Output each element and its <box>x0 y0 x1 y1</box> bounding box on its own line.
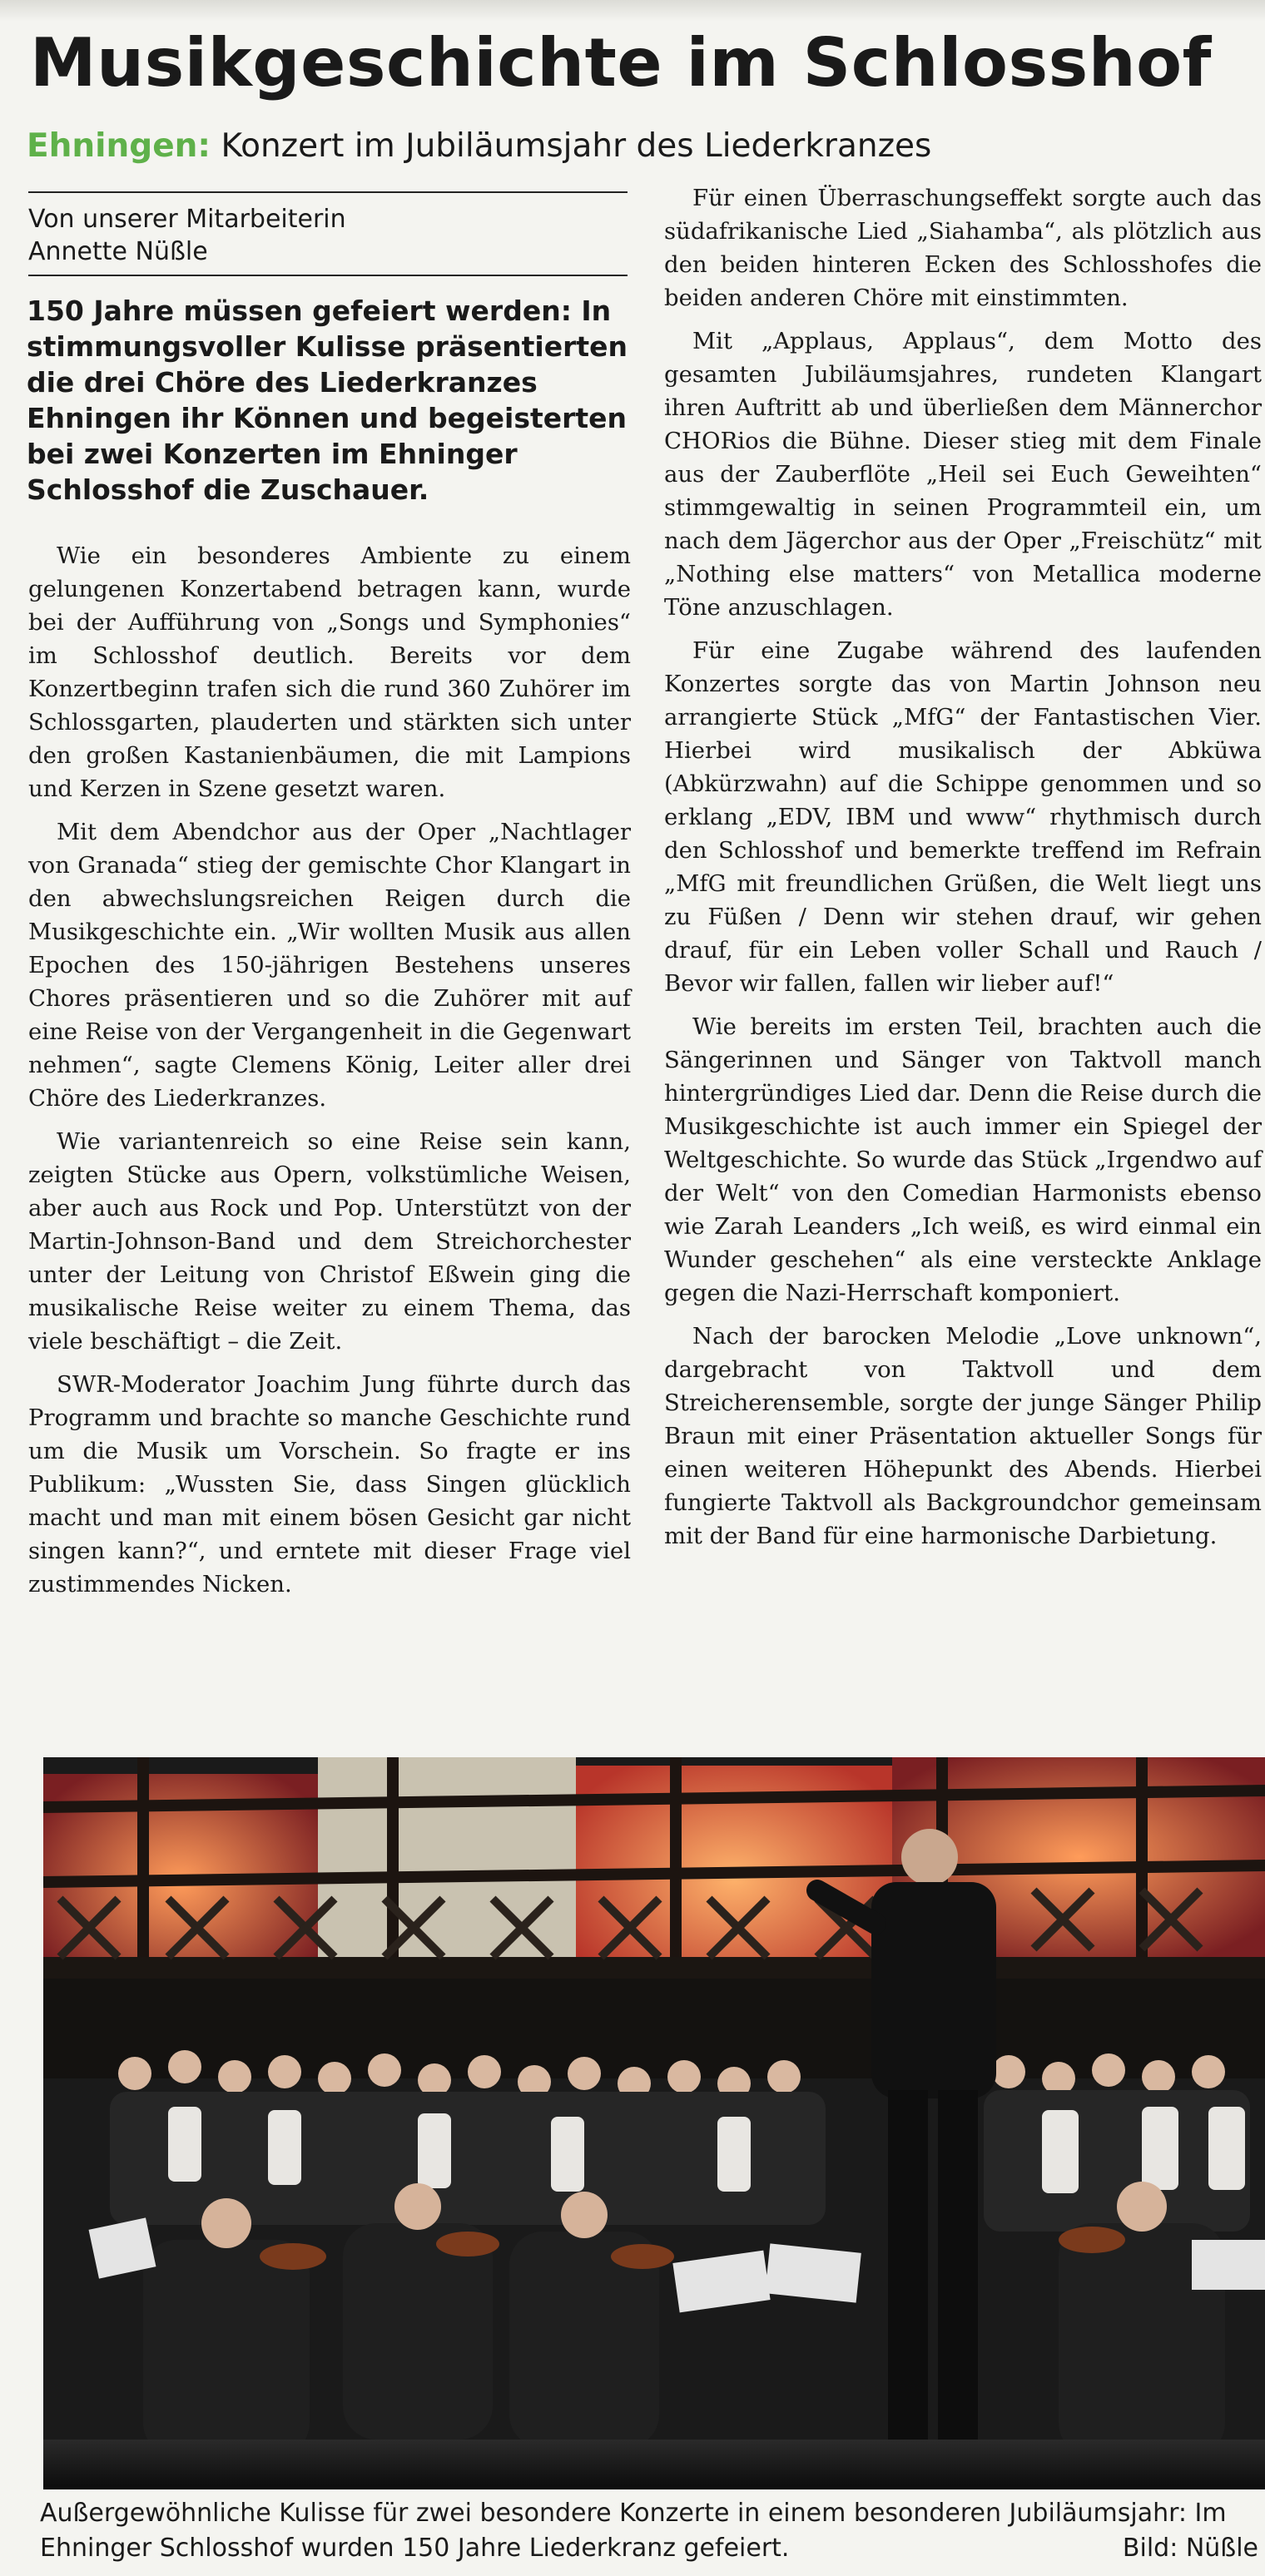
subheadline <box>27 123 1242 170</box>
photo-caption: Außergewöhnliche Kulisse für zwei besondere Konzerte in einem besonderen Jubiläumsjahr: Im Ehninger Schlosshof wurden 150 Jahre Liederkranz gefeiert. <box>40 2499 1227 2563</box>
lead-paragraph: 150 Jahre müssen gefeiert werden: In stimmungsvoller Kulisse präsentierten die drei Chöre des Liederkranzes Ehningen ihr Können und begeisterten bei zwei Konzerten im Ehninger Schlosshof die Zuschauer. <box>27 295 628 506</box>
byline-author: Annette Nüßle <box>28 237 208 266</box>
paragraph: Wie ein besonderes Ambiente zu einem gelungenen Konzertabend betragen kann, wurde bei der Aufführung von „Songs und Symphonies“ im Schlosshof deutlich. Bereits vor dem Konzertbeginn trafen sich die rund 360 Zuhörer im Schlossgarten, plauderten und stärkten sich unter den großen Kastanienbäumen, die mit Lampions und Kerzen in Szene gesetzt waren. <box>28 542 631 802</box>
paragraph: Nach der barocken Melodie „Love unknown“, dargebracht von Taktvoll und dem Streicherensemble, sorgte der junge Sänger Philip Braun mit einer Präsentation aktueller Songs für einen weiteren Höhepunkt des Abends. Hierbei fungierte Taktvoll als Backgroundchor gemeinsam mit der Band für eine harmonische Darbietung. <box>664 1323 1262 1549</box>
paragraph: Wie variantenreich so eine Reise sein kann, zeigten Stücke aus Opern, volkstümliche Weisen, aber auch aus Rock und Pop. Unterstützt von der Martin-Johnson-Band und dem Streichorchester unter der Leitung von Christof Eßwein ging die musikalische Reise weiter zu einem Thema, das viele beschäftigt – die Zeit. <box>28 1128 631 1355</box>
concert-photo-illustration <box>43 1757 1265 2489</box>
byline <box>28 203 628 268</box>
paragraph: Wie bereits im ersten Teil, brachten auch die Sängerinnen und Sänger von Taktvoll manch hintergründiges Lied dar. Denn die Reise durch die Musikgeschichte ist auch immer ein Spiegel der Weltgeschichte. So wurde das Stück „Irgendwo auf der Welt“ von den Comedian Harmonists ebenso wie Zarah Leanders „Ich weiß, es wird einmal ein Wunder geschehen“ als eine versteckte Anklage gegen die Nazi-Herrschaft komponiert. <box>664 1013 1262 1306</box>
headline: Musikgeschichte im Schlosshof <box>30 24 1212 102</box>
byline-role: Von unserer Mitarbeiterin <box>28 205 346 234</box>
subtitle: Konzert im Jubiläumsjahr des Liederkranzes <box>221 127 932 165</box>
paragraph: Für einen Überraschungseffekt sorgte auch das südafrikanische Lied „Siahamba“, als plötzlich aus den beiden hinteren Ecken des Schlosshofes die beiden anderen Chöre mit einstimmten. <box>664 185 1262 311</box>
body-column-left <box>28 539 631 1611</box>
paragraph: SWR-Moderator Joachim Jung führte durch das Programm und brachte so manche Geschichte rund um die Musik um Vorschein. So fragte er ins Publikum: „Wussten Sie, dass Singen glücklich macht und man mit einem bösen Gesicht gar nicht singen kann?“, und erntete mit dieser Frage viel zustimmendes Nicken. <box>28 1371 631 1598</box>
paragraph: Mit „Applaus, Applaus“, dem Motto des gesamten Jubiläumsjahres, rundeten Klangart ihren Auftritt ab und überließen dem Männerchor CHORios die Bühne. Dieser stieg mit dem Finale aus der Zauberflöte „Heil sei Euch Geweihten“ stimmgewaltig in seinen Programmteil ein, um nach dem Jägerchor aus der Oper „Freischütz“ mit „Nothing else matters“ von Metallica moderne Töne anzuschlagen. <box>664 328 1262 621</box>
paragraph: Mit dem Abendchor aus der Oper „Nachtlager von Granada“ stieg der gemischte Chor Klangart in den abwechslungsreichen Reigen durch die Musikgeschichte ein. „Wir wollten Musik aus allen Epochen des 150-jährigen Bestehens unseres Chores präsentieren und so die Zuhörer mit auf eine Reise von der Vergangenheit in die Gegenwart nehmen“, sagte Clemens König, Leiter aller drei Chöre des Liederkranzes. <box>28 819 631 1112</box>
paragraph: Für eine Zugabe während des laufenden Konzertes sorgte das von Martin Johnson neu arrangierte Stück „MfG“ der Fantastischen Vier. Hierbei wird musikalisch der Abküwa (Abkürzwahn) auf die Schippe genommen und so erklang „EDV, IBM und www“ rhythmisch durch den Schlosshof und bemerkte treffend im Refrain „MfG mit freundlichen Grüßen, die Welt liegt uns zu Füßen / Denn wir stehen drauf, wir gehen drauf, für ein Leben voller Schall und Rauch / Bevor wir fallen, fallen wir lieber auf!“ <box>664 637 1262 997</box>
photo-credit: Bild: Nüßle <box>1122 2534 1258 2563</box>
body-column-right <box>664 181 1262 1563</box>
concert-photo <box>43 1757 1265 2489</box>
byline-bottom-rule <box>28 275 628 276</box>
previous-article-bleed <box>0 0 1265 22</box>
place-name: Ehningen: <box>27 127 211 165</box>
byline-top-rule <box>28 191 628 193</box>
